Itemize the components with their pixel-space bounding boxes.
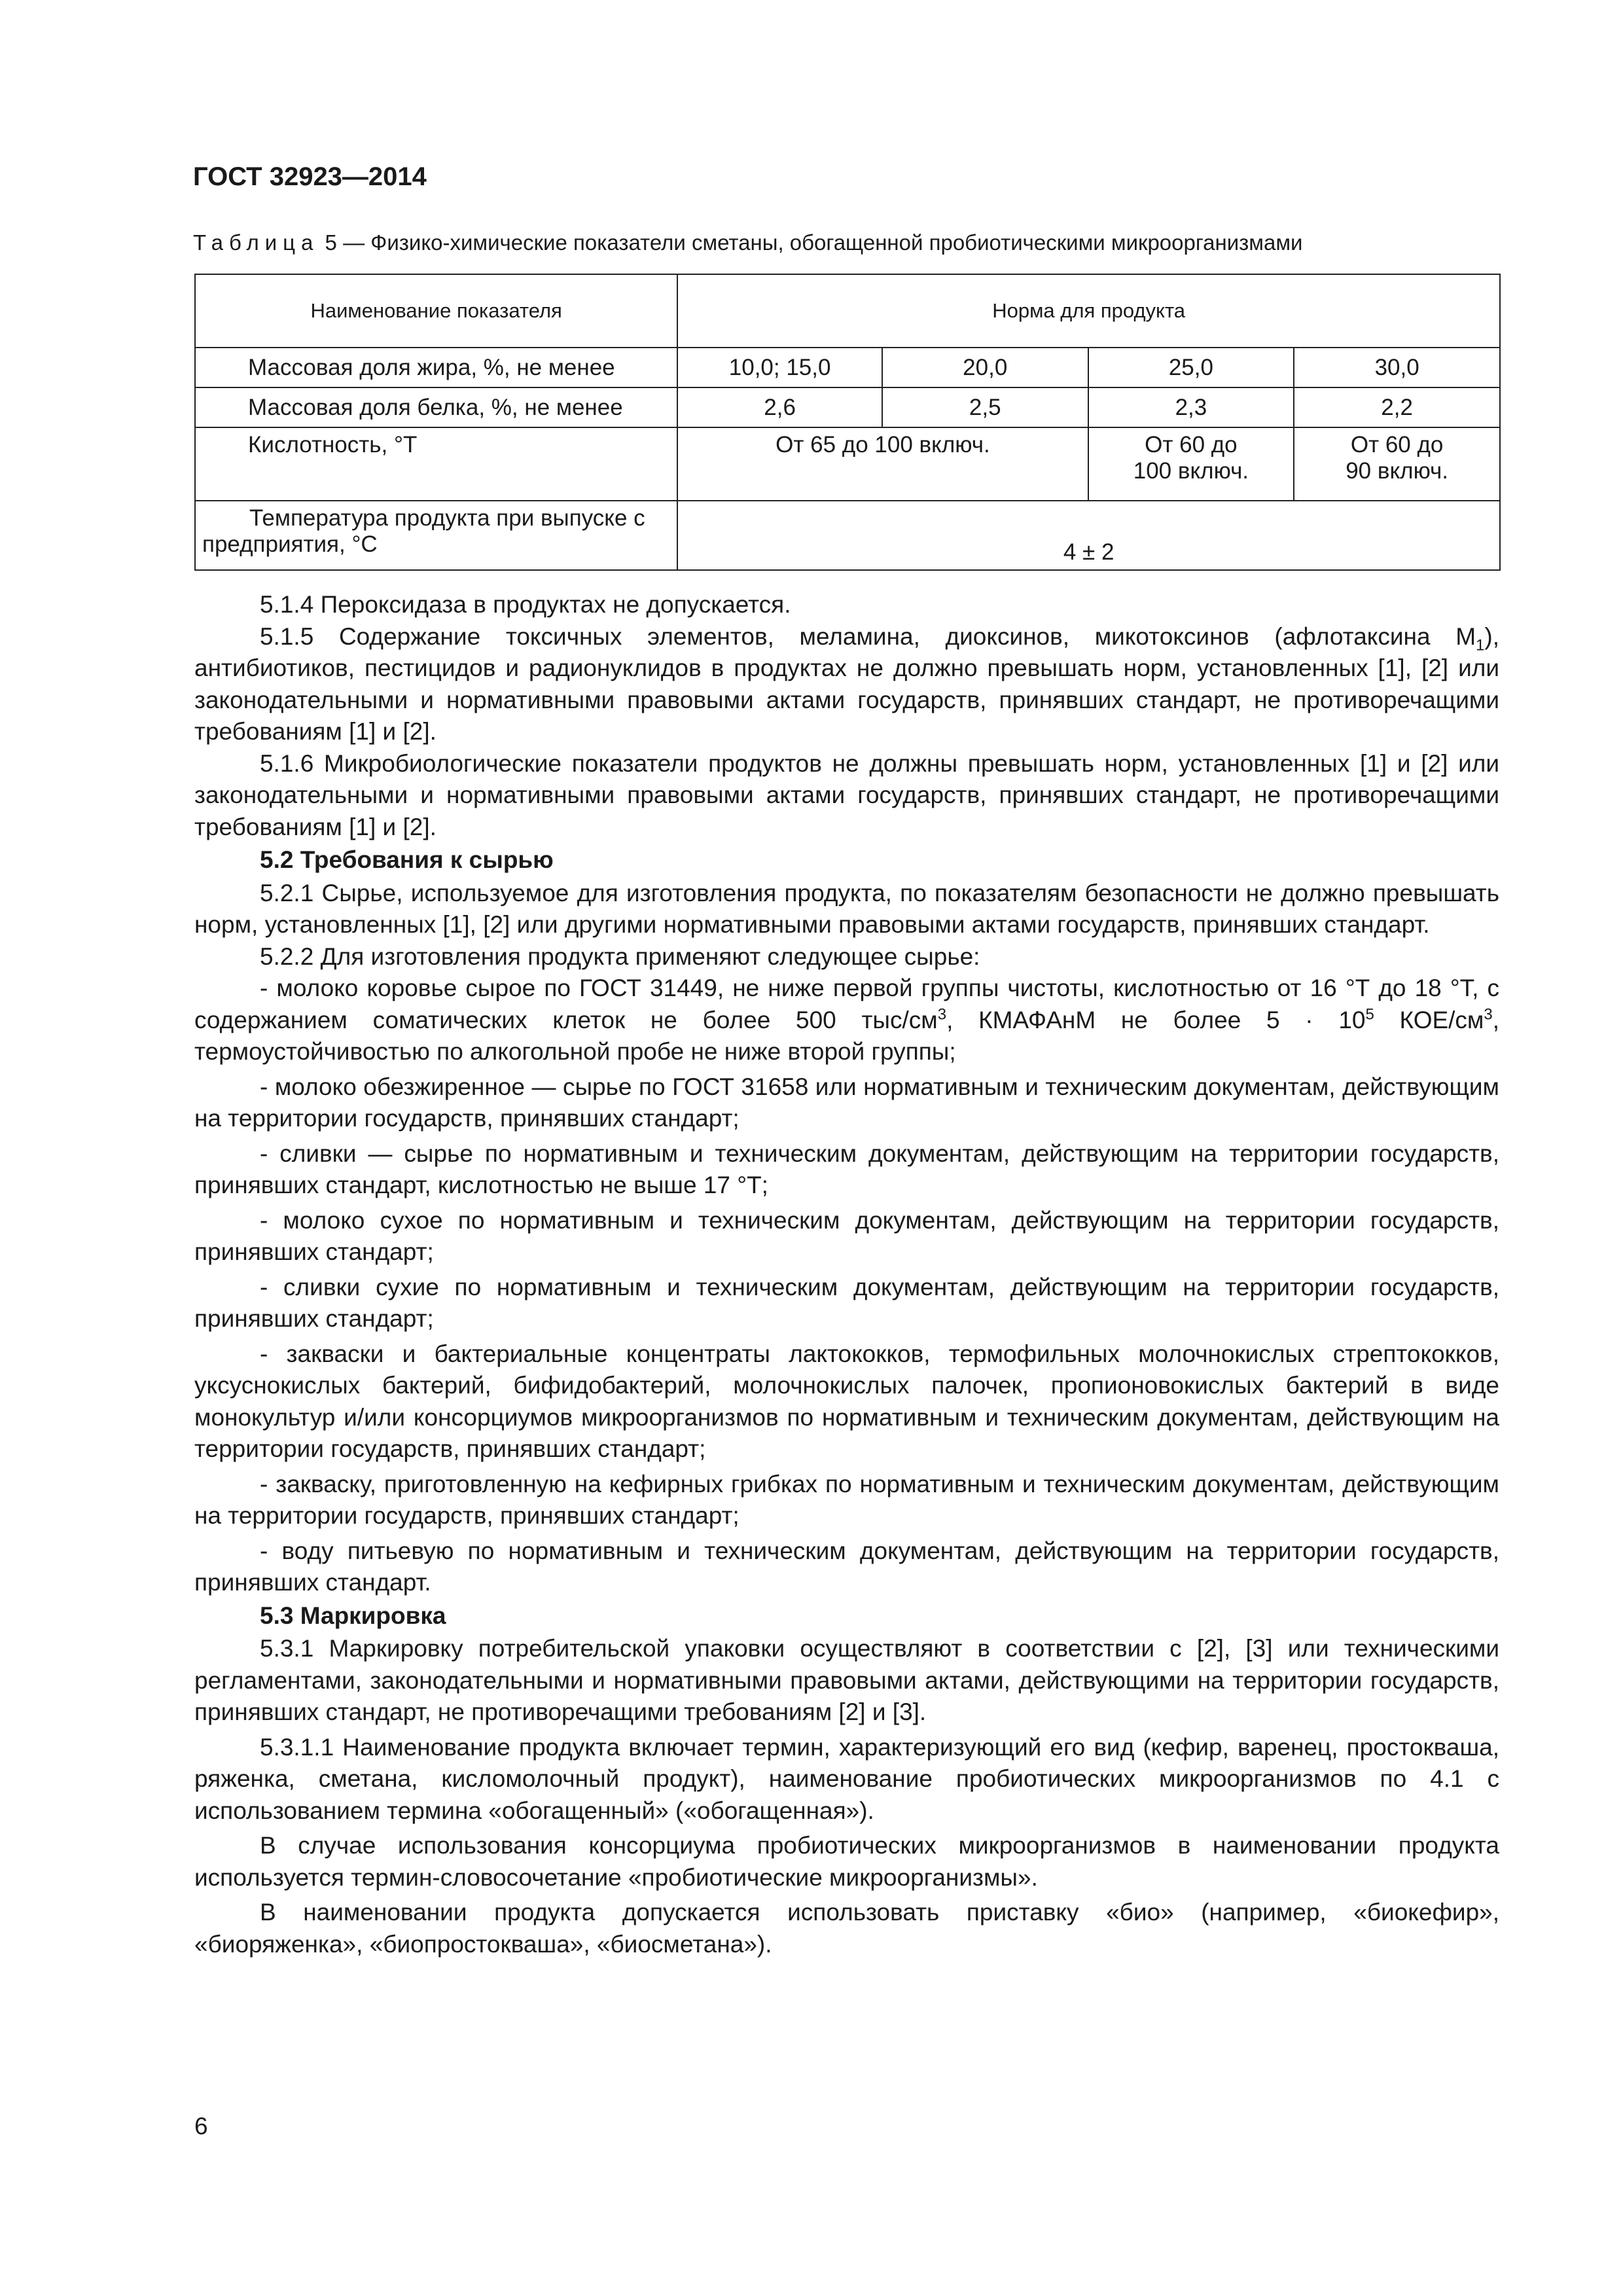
table-row	[195, 427, 1500, 501]
text-run: 5.1.5 Содержание токсичных элементов, меламина, диоксинов, микотоксинов (афлотаксина М	[260, 622, 1476, 650]
table-caption	[193, 230, 1302, 255]
table-caption-text: 5 — Физико-химические показатели сметаны, обогащенной пробиотическими микроорганизмами	[319, 230, 1303, 255]
text-run: , термоустойчивостью по алкогольной пробе не ниже второй группы;	[194, 1006, 1500, 1065]
table-caption-label: Таблица	[193, 230, 319, 255]
paragraph-5-2-2: 5.2.2 Для изготовления продукта применяют следующее сырье:	[260, 942, 980, 970]
document-body	[194, 589, 1499, 1960]
header-product-norm: Норма для продукта	[677, 274, 1500, 348]
paragraph-5-3-1-1: 5.3.1.1 Наименование продукта включает термин, характеризующий его вид (кефир, варенец, простокваша, ряженка, сметана, кисломолочный продукт), наименование пробиотических микроорганизмов по 4.1 с использованием термина «обогащенный» («обогащенная»).	[194, 1733, 1499, 1824]
paragraph-5-1-5	[194, 621, 1499, 748]
text-run: - молоко коровье сырое по ГОСТ 31449, не ниже первой группы чистоты, кислотностью от 16 °Т до 18 °Т, с содержанием соматических клеток не более 500 тыс/см	[194, 975, 1499, 1033]
document-code: ГОСТ 32923—2014	[193, 162, 427, 191]
cell-value: 2,2	[1294, 387, 1500, 427]
cell-line: От 60 до	[1350, 432, 1444, 457]
header-indicator-name: Наименование показателя	[195, 274, 677, 348]
cell-line: От 60 до	[1145, 432, 1238, 457]
cell-value: 2,5	[882, 387, 1088, 427]
list-item: - закваску, приготовленную на кефирных грибках по нормативным и техническим документам, действующим на территории государств, принявших стандарт;	[194, 1470, 1499, 1529]
paragraph-5-1-4: 5.1.4 Пероксидаза в продуктах не допускается.	[260, 591, 791, 618]
superscript: 3	[1484, 1005, 1493, 1024]
cell-value: 20,0	[882, 348, 1088, 387]
list-item: - закваски и бактериальные концентраты лактококков, термофильных молочнокислых стрептококков, уксуснокислых бактерий, бифидобактерий, молочнокислых палочек, пропионовокислых бактерий в виде монокультур и/или консорциумов микроорганизмов по нормативным и техническим документам, действующим на территории государств, принявших стандарт;	[194, 1340, 1499, 1462]
subscript: 1	[1476, 636, 1485, 654]
table-row	[195, 501, 1500, 570]
cell-line: 90 включ.	[1346, 458, 1449, 484]
table-5	[194, 274, 1501, 571]
row-name: Массовая доля белка, %, не менее	[195, 387, 677, 427]
row-name-line: предприятия, °С	[202, 531, 378, 557]
text-run: КОЕ/см	[1374, 1006, 1484, 1033]
row-name: Кислотность, °Т	[195, 427, 677, 501]
paragraph: В наименовании продукта допускается использовать приставку «био» (например, «биокефир», «биоряженка», «биопростокваша», «биосметана»).	[194, 1899, 1499, 1958]
list-item: - воду питьевую по нормативным и техническим документам, действующим на территории государств, принявших стандарт.	[194, 1537, 1499, 1596]
cell-value: 10,0; 15,0	[677, 348, 882, 387]
row-name	[195, 501, 677, 570]
superscript: 5	[1365, 1005, 1374, 1024]
cell-value: От 65 до 100 включ.	[677, 427, 1088, 501]
text-run: , КМАФАнМ не более 5 · 10	[946, 1006, 1366, 1033]
table-row	[195, 387, 1500, 427]
cell-value: 4 ± 2	[677, 501, 1500, 570]
table-row	[195, 348, 1500, 387]
table-header-row	[195, 274, 1500, 348]
cell-value: 25,0	[1088, 348, 1294, 387]
paragraph-5-1-6: 5.1.6 Микробиологические показатели продуктов не должны превышать норм, установленных [1] и [2] или законодательными и нормативными правовыми актами государств, принявших стандарт, не противоречащими требованиям [1] и [2].	[194, 749, 1499, 840]
cell-value	[1088, 427, 1294, 501]
section-heading-5-2: 5.2 Требования к сырью	[260, 846, 554, 873]
list-item: - молоко обезжиренное — сырье по ГОСТ 31658 или нормативным и техническим документам, действующим на территории государств, принявших стандарт;	[194, 1073, 1499, 1132]
section-heading-5-3: 5.3 Маркировка	[260, 1602, 446, 1629]
row-name-line: Температура продукта при выпуске с	[249, 505, 645, 531]
cell-value: 2,6	[677, 387, 882, 427]
row-name: Массовая доля жира, %, не менее	[195, 348, 677, 387]
cell-value: 30,0	[1294, 348, 1500, 387]
list-item: - сливки — сырье по нормативным и техническим документам, действующим на территории государств, принявших стандарт, кислотностью не выше 17 °Т;	[194, 1139, 1499, 1198]
paragraph: В случае использования консорциума пробиотических микроорганизмов в наименовании продукта используется термин-словосочетание «пробиотические микроорганизмы».	[194, 1832, 1499, 1891]
text-run: ), антибиотиков, пестицидов и радионуклидов в продуктах не должно превышать норм, установленных [1], [2] или законодательными и нормативными правовыми актами государств, принявших стандарт, не противоречащими требованиям [1] и [2].	[194, 622, 1499, 745]
cell-value	[1294, 427, 1500, 501]
cell-value: 2,3	[1088, 387, 1294, 427]
superscript: 3	[937, 1005, 947, 1024]
list-item	[194, 973, 1499, 1068]
page-number: 6	[194, 2113, 208, 2140]
paragraph-5-3-1: 5.3.1 Маркировку потребительской упаковки осуществляют в соответствии с [2], [3] или техническими регламентами, законодательными и нормативными правовыми актами, действующими на территории государств, принявших стандарт, не противоречащими требованиям [2] и [3].	[194, 1635, 1499, 1725]
cell-line: 100 включ.	[1133, 458, 1249, 484]
list-item: - сливки сухие по нормативным и техническим документам, действующим на территории государств, принявших стандарт;	[194, 1273, 1499, 1332]
paragraph-5-2-1: 5.2.1 Сырье, используемое для изготовления продукта, по показателям безопасности не должно превышать норм, установленных [1], [2] или другими нормативными правовыми актами государств, принявших стандарт.	[194, 879, 1499, 938]
list-item: - молоко сухое по нормативным и техническим документам, действующим на территории государств, принявших стандарт;	[194, 1206, 1499, 1265]
